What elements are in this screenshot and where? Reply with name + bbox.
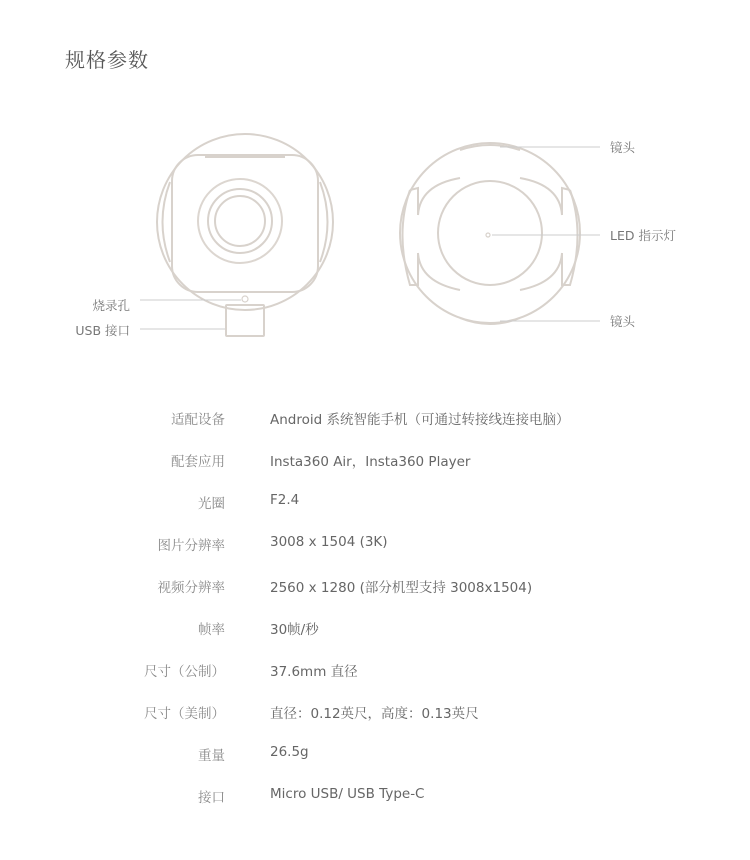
label-burn-hole: 烧录孔 [92, 298, 130, 313]
spec-row [0, 690, 750, 732]
spec-row [0, 480, 750, 522]
spec-value: 30帧/秒 [270, 622, 319, 638]
spec-value: F2.4 [270, 492, 300, 508]
spec-label: 图片分辨率 [157, 538, 225, 554]
spec-label: 接口 [198, 790, 225, 806]
spec-row [0, 522, 750, 564]
spec-label: 光圈 [198, 496, 225, 512]
label-lens-top: 镜头 [610, 140, 636, 155]
spec-label: 尺寸（美制） [144, 706, 225, 722]
spec-value: 2560 x 1280 (部分机型支持 3008x1504) [270, 580, 533, 596]
label-lens-bottom: 镜头 [610, 314, 636, 329]
spec-table [0, 396, 750, 816]
spec-row [0, 732, 750, 774]
led-indicator-icon [486, 233, 490, 237]
camera-diagram [0, 0, 750, 380]
spec-label: 尺寸（公制） [144, 664, 225, 680]
spec-value: 3008 x 1504 (3K) [270, 534, 388, 550]
spec-row [0, 564, 750, 606]
spec-value: 直径：0.12英尺，高度：0.13英尺 [270, 706, 479, 722]
spec-label: 重量 [198, 748, 225, 764]
camera-front-view [157, 134, 333, 336]
spec-label: 配套应用 [171, 454, 225, 470]
spec-label: 帧率 [198, 622, 225, 638]
spec-value: Micro USB/ USB Type-C [270, 786, 425, 802]
burn-hole-icon [242, 296, 248, 302]
spec-value: Insta360 Air，Insta360 Player [270, 454, 471, 470]
spec-row [0, 396, 750, 438]
spec-label: 视频分辨率 [157, 580, 225, 596]
spec-label: 适配设备 [171, 412, 225, 428]
label-usb-port: USB 接口 [75, 323, 130, 338]
page-title: 规格参数 [65, 48, 149, 72]
spec-row [0, 438, 750, 480]
spec-row [0, 606, 750, 648]
spec-row [0, 648, 750, 690]
camera-back-view [400, 143, 580, 324]
spec-value: Android 系统智能手机（可通过转接线连接电脑） [270, 412, 570, 428]
spec-row [0, 774, 750, 816]
label-led: LED 指示灯 [610, 228, 676, 243]
spec-value: 37.6mm 直径 [270, 664, 358, 680]
spec-value: 26.5g [270, 744, 309, 760]
